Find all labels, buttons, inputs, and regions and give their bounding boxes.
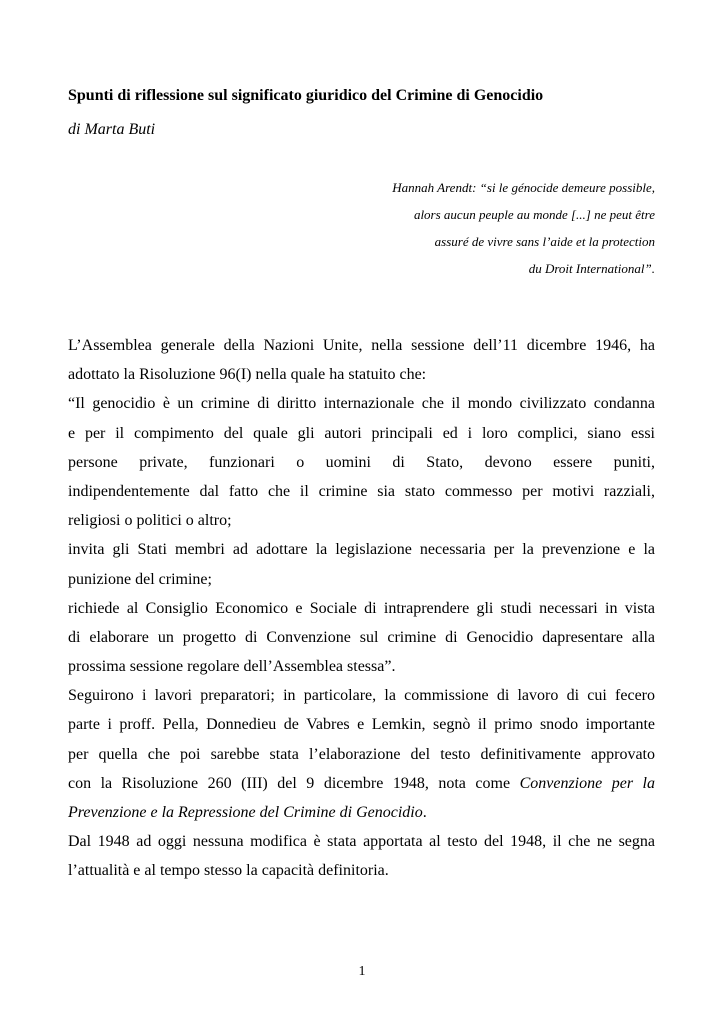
body-line (68, 769, 655, 798)
body-text-segment: . (422, 804, 427, 821)
epigraph-line-3: assuré de vivre sans l’aide et la protection (434, 234, 655, 249)
epigraph-line (392, 174, 655, 201)
body-text-segment: con la Risoluzione 260 (III) del 9 dicembre 1948, nota come (68, 774, 520, 792)
body-line: richiede al Consiglio Economico e Sociale di intraprendere gli studi necessari in vista (68, 599, 655, 617)
body-line: adottato la Risoluzione 96(I) nella quale ha statuito che: (68, 366, 427, 384)
body-line: prossima sessione regolare dell’Assemblea stessa”. (68, 658, 396, 676)
body-line: indipendentemente dal fatto che il crimine sia stato commesso per motivi razziali, (68, 482, 655, 500)
epigraph-line-1: : “si le génocide demeure possible, (472, 180, 655, 195)
page-number: 1 (358, 964, 366, 979)
body-line: parte i proff. Pella, Donnedieu de Vabres e Lemkin, segnò il primo snodo importante (68, 716, 655, 734)
document-title: Spunti di riflessione sul significato giuridico del Crimine di Genocidio (68, 87, 544, 104)
convention-title-part-1: Convenzione per la (519, 774, 655, 792)
epigraph-quote (392, 174, 655, 282)
body-line: Dal 1948 ad oggi nessuna modifica è stata apportata al testo del 1948, il che ne segna (68, 833, 655, 851)
document-author: di Marta Buti (68, 121, 156, 138)
body-line: Seguirono i lavori preparatori; in particolare, la commissione di lavoro di cui fecero (68, 687, 655, 705)
body-text (68, 331, 655, 886)
convention-title-part-2: Prevenzione e la Repressione del Crimine di Genocidio (68, 804, 423, 821)
body-line: per quella che poi sarebbe stata l’elaborazione del testo definitivamente approvato (68, 745, 655, 763)
body-line: punizione del crimine; (68, 570, 212, 588)
body-line: “Il genocidio è un crimine di diritto internazionale che il mondo civilizzato condanna (68, 395, 655, 413)
epigraph-speaker: Hannah Arendt (392, 180, 473, 195)
body-line: invita gli Stati membri ad adottare la legislazione necessaria per la prevenzione e la (68, 541, 655, 559)
body-line: L’Assemblea generale della Nazioni Unite, nella sessione dell’11 dicembre 1946, ha (68, 337, 655, 354)
body-line: l’attualità e al tempo stesso la capacità definitoria. (68, 862, 389, 880)
body-line: religiosi o politici o altro; (68, 512, 232, 530)
body-line: e per il compimento del quale gli autori principali ed i loro complici, siano essi (68, 424, 655, 442)
epigraph-line-4: du Droit International”. (528, 261, 655, 276)
body-line (68, 798, 655, 827)
body-line: persone private, funzionari o uomini di Stato, devono essere puniti, (68, 453, 655, 471)
epigraph-line-2: alors aucun peuple au monde [...] ne peut être (413, 207, 655, 222)
body-line: di elaborare un progetto di Convenzione sul crimine di Genocidio dapresentare alla (68, 628, 655, 646)
